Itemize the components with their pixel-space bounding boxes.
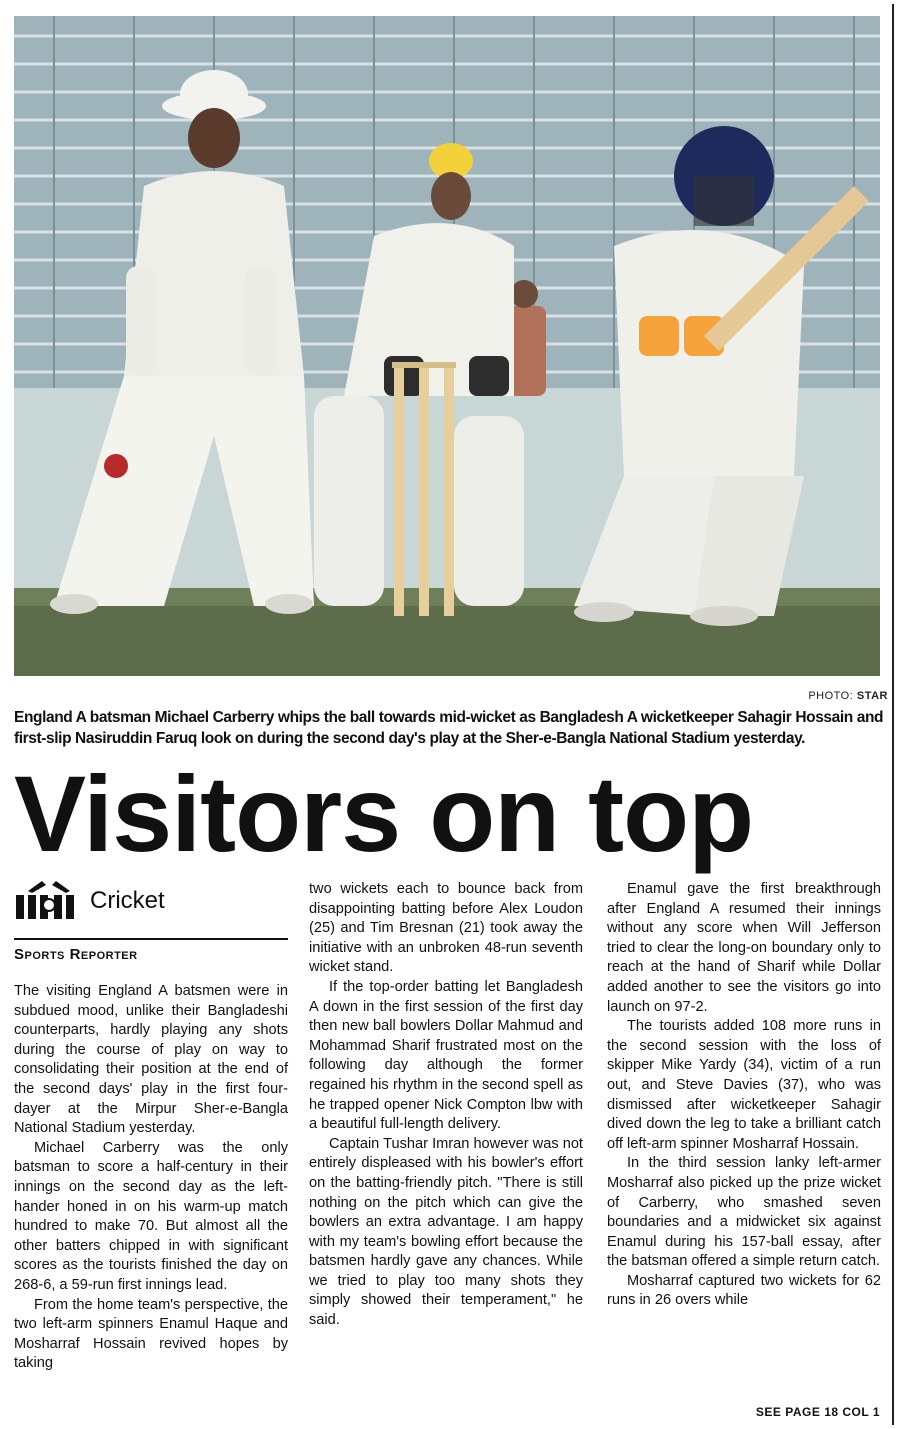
- byline: Sports Reporter: [14, 938, 288, 963]
- cricket-stumps-icon: [14, 879, 84, 924]
- article-column-1: [14, 982, 288, 1374]
- paragraph: If the top-order batting let Bangladesh A down in the first session of the first day then new ball bowlers Dollar Mahmud and Mohammad Sharif frustrated most on the following day although the former regained his rhythm in the second spell as he trapped opener Nick Compton lbw with a beautiful full-length delivery.: [309, 978, 583, 1133]
- cricket-photo: [14, 16, 880, 676]
- paragraph: two wickets each to bounce back from disappointing batting before Alex Loudon (25) and Tim Bresnan (21) took away the initiative with an unbroken 48-run seventh wicket stand.: [309, 881, 583, 976]
- paragraph: Captain Tushar Imran however was not entirely displeased with his bowler's effort on the batting-friendly pitch. "There is still nothing on the pitch which can give the bowlers an extra advantage. I am happy with my team's bowling effort because the batsmen hardly gave any chances. While we tried to play too many shots they simply showed their temperament," he said.: [309, 1135, 583, 1329]
- continuation-note: SEE PAGE 18 COL 1: [755, 1405, 880, 1419]
- headline: Visitors on top: [14, 753, 754, 874]
- paragraph: In the third session lanky left-armer Mosharraf also picked up the prize wicket of Carberry, who smashed seven boundaries and a midwicket six against Enamul during his 157-ball essay, after the batsman offered a simple return catch.: [607, 1155, 881, 1270]
- article-column-3: [607, 880, 881, 1311]
- paragraph: Michael Carberry was the only batsman to score a half-century in their innings on the second day as the left-hander honed in on his warm-up match hundred to make 70. But almost all the other batters chipped in with significant scores as the tourists finished the day on 268-6, a 59-run first innings lead.: [14, 1139, 288, 1293]
- paragraph: From the home team's perspective, the two left-arm spinners Enamul Haque and Mosharraf Hossain revived hopes by taking: [14, 1296, 288, 1372]
- section-label: Cricket: [90, 887, 165, 914]
- photo-caption: England A batsman Michael Carberry whips the ball towards mid-wicket as Bangladesh A wicketkeeper Sahagir Hossain and first-slip Nasiruddin Faruq look on during the second day's play at the Sher-e-Bangla National Stadium yesterday.: [14, 709, 884, 747]
- paragraph: The tourists added 108 more runs in the second session with the loss of skipper Mike Yardy (34), victim of a run out, and Steve Davies (37), who was dismissed after wicketkeeper Sahagir dived down the leg to take a brilliant catch off left-arm spinner Mosharraf Hossain.: [607, 1018, 881, 1152]
- section-logo: [14, 880, 288, 922]
- photo-credit: PHOTO: STAR: [808, 690, 888, 702]
- paragraph: Mosharraf captured two wickets for 62 runs in 26 overs while: [607, 1272, 881, 1309]
- paragraph: The visiting England A batsmen were in subdued mood, unlike their Bangladeshi counterparts, hardly playing any shots during the course of play on way to consolidating their position at the end of the second days' play in the first four-dayer at the Mirpur Sher-e-Bangla National Stadium yesterday.: [14, 983, 288, 1137]
- article-column-2: [309, 880, 583, 1331]
- paragraph: Enamul gave the first breakthrough after England A resumed their innings without any score when Will Jefferson tried to clear the long-on boundary only to reach at the hand of Sharif while Dollar added another to see the visitors go into launch on 97-2.: [607, 881, 881, 1015]
